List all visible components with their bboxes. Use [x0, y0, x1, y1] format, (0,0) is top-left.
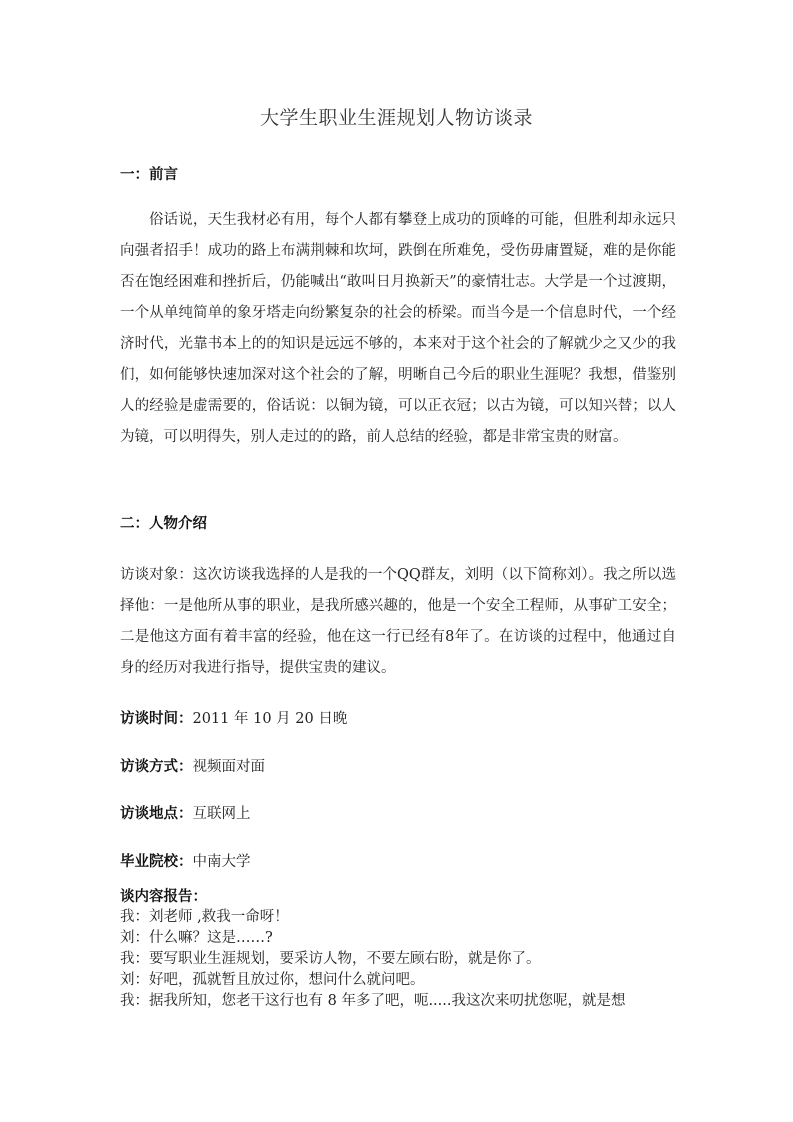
info-value: 2011 年 10 月 20 日晚	[192, 711, 348, 727]
info-value: 互联网上	[192, 806, 251, 822]
info-value: 中南大学	[192, 854, 251, 870]
dialog-line: 刘：什么嘛？这是……?	[120, 930, 273, 946]
person-intro-paragraph: 访谈对象：这次访谈我选择的人是我的一个QQ群友，刘明（以下简称刘）。我之所以选择他：一是他所从事的职业，是我所感兴趣的，他是一个安全工程师，从事矿工安全；二是他这方面有着丰富的经验，他在这一行已经有8年了。在访谈的过程中，他通过自身的经历对我进行指导，提供宝贵的建议。	[120, 567, 676, 676]
section-heading-person-intro: 二：人物介绍	[120, 515, 207, 532]
interview-heading: 谈内容报告：	[120, 888, 207, 905]
info-value: 视频面对面	[192, 759, 265, 775]
info-label: 访谈时间：	[120, 710, 193, 727]
info-interview-time	[120, 707, 347, 728]
info-label: 访谈方式：	[120, 758, 193, 775]
dialog-line: 刘：好吧，孤就暂且放过你，想问什么就问吧。	[120, 972, 425, 988]
dialog-line: 我：要写职业生涯规划，要采访人物，不要左顾右盼，就是你了。	[120, 951, 541, 967]
info-graduate-school	[120, 850, 251, 871]
document-title: 大学生职业生涯规划人物访谈录	[259, 107, 533, 129]
preface-paragraph: 俗话说，天生我材必有用，每个人都有攀登上成功的顶峰的可能，但胜利却永远只向强者招手！成功的路上布满荆棘和坎坷，跌倒在所难免，受伤毋庸置疑，难的是你能否在饱经困难和挫折后，仍能喊出“敢叫日月换新天”的豪情壮志。大学是一个过渡期，一个从单纯简单的象牙塔走向纷繁复杂的社会的桥梁。而当今是一个信息时代，一个经济时代，光靠书本上的的知识是远远不够的，本来对于这个社会的了解就少之又少的我们，如何能够快速加深对这个社会的了解，明晰自己今后的职业生涯呢？我想，借鉴别人的经验是虚需要的，俗话说：以铜为镜，可以正衣冠；以古为镜，可以知兴替；以人为镜，可以明得失，别人走过的的路，前人总结的经验，都是非常宝贵的财富。	[120, 212, 676, 445]
dialog-line: 我：据我所知，您老干这行也有 8 年多了吧，呃.....我这次来叨扰您呢，就是想	[120, 993, 626, 1009]
info-label: 访谈地点：	[120, 805, 193, 822]
dialog-line: 我：刘老师 ,救我一命呀！	[120, 909, 289, 925]
section-heading-preface: 一：前言	[120, 166, 178, 183]
info-interview-location	[120, 802, 251, 823]
info-interview-method	[120, 755, 265, 776]
info-label: 毕业院校：	[120, 853, 193, 870]
interview-transcript	[120, 886, 690, 1012]
